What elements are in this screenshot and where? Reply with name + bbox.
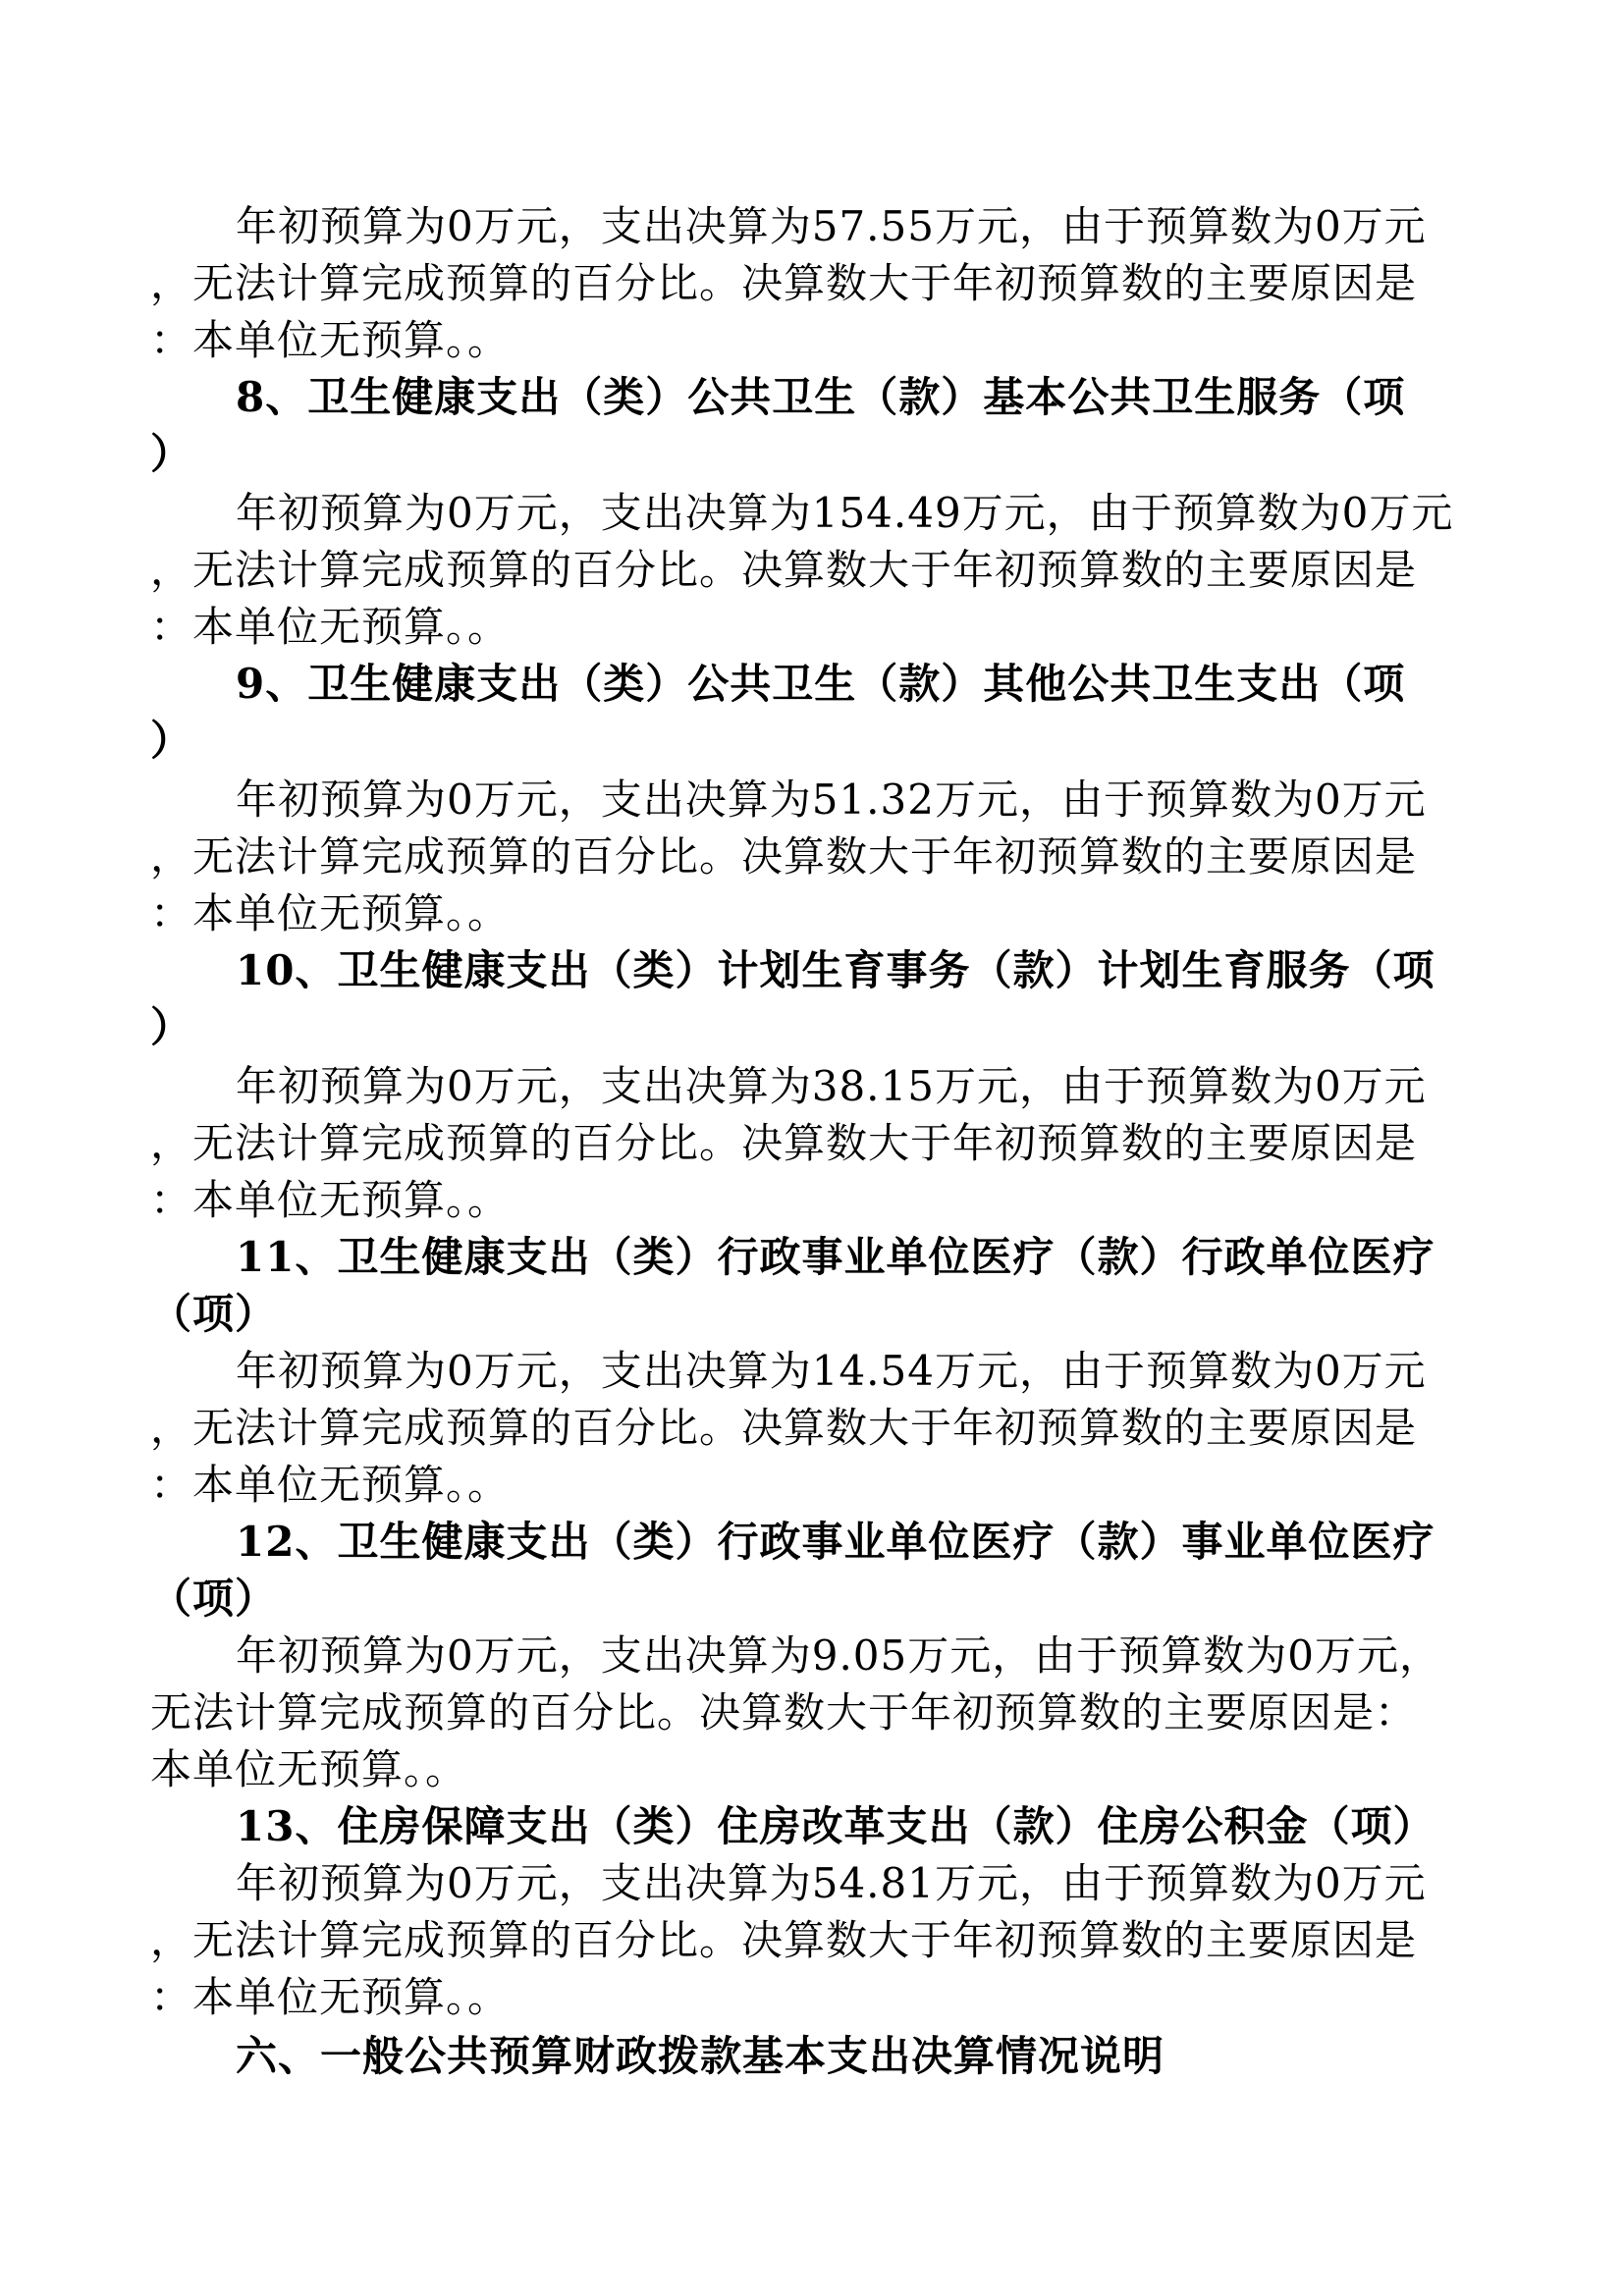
section-heading: ） [150, 717, 193, 765]
text-line: ，无法计算完成预算的百分比。决算数大于年初预算数的主要原因是 [150, 1916, 1418, 1964]
section-heading: （项） [150, 1290, 278, 1338]
section-heading: ） [150, 1003, 193, 1051]
text-line: ：本单位无预算。。 [150, 889, 511, 937]
text-line: ，无法计算完成预算的百分比。决算数大于年初预算数的主要原因是 [150, 832, 1418, 881]
section-heading: （项） [150, 1575, 278, 1623]
text-line: 年初预算为0万元，支出决算为154.49万元，由于预算数为0万元 [236, 489, 1454, 537]
text-line: 年初预算为0万元，支出决算为57.55万元，由于预算数为0万元 [236, 202, 1427, 250]
text-line: 本单位无预算。。 [150, 1745, 468, 1793]
text-line: ，无法计算完成预算的百分比。决算数大于年初预算数的主要原因是 [150, 1404, 1418, 1452]
text-line: ，无法计算完成预算的百分比。决算数大于年初预算数的主要原因是 [150, 259, 1418, 307]
section-heading: 10、卫生健康支出（类）计划生育事务（款）计划生育服务（项 [236, 946, 1435, 994]
section-heading: 12、卫生健康支出（类）行政事业单位医疗（款）事业单位医疗 [236, 1518, 1435, 1566]
text-line: ：本单位无预算。。 [150, 1461, 511, 1509]
text-line: 年初预算为0万元，支出决算为9.05万元，由于预算数为0万元， [236, 1631, 1441, 1680]
text-line: ，无法计算完成预算的百分比。决算数大于年初预算数的主要原因是 [150, 1119, 1418, 1167]
section-heading: 13、住房保障支出（类）住房改革支出（款）住房公积金（项） [236, 1802, 1435, 1850]
text-line: ：本单位无预算。。 [150, 603, 511, 651]
section-heading: 8、卫生健康支出（类）公共卫生（款）基本公共卫生服务（项 [236, 373, 1406, 421]
text-line: ：本单位无预算。。 [150, 316, 511, 364]
text-line: 年初预算为0万元，支出决算为54.81万元，由于预算数为0万元 [236, 1859, 1427, 1907]
section-heading: 9、卫生健康支出（类）公共卫生（款）其他公共卫生支出（项 [236, 660, 1406, 708]
text-line: 无法计算完成预算的百分比。决算数大于年初预算数的主要原因是： [150, 1688, 1418, 1736]
text-line: ，无法计算完成预算的百分比。决算数大于年初预算数的主要原因是 [150, 546, 1418, 594]
section-heading: 11、卫生健康支出（类）行政事业单位医疗（款）行政单位医疗 [236, 1233, 1435, 1281]
text-line: ：本单位无预算。。 [150, 1176, 511, 1224]
section-heading: 六、一般公共预算财政拨款基本支出决算情况说明 [236, 2032, 1165, 2080]
section-heading: ） [150, 430, 193, 478]
text-line: 年初预算为0万元，支出决算为38.15万元，由于预算数为0万元 [236, 1062, 1427, 1110]
text-line: 年初预算为0万元，支出决算为14.54万元，由于预算数为0万元 [236, 1347, 1427, 1395]
text-line: 年初预算为0万元，支出决算为51.32万元，由于预算数为0万元 [236, 775, 1427, 824]
text-line: ：本单位无预算。。 [150, 1973, 511, 2021]
